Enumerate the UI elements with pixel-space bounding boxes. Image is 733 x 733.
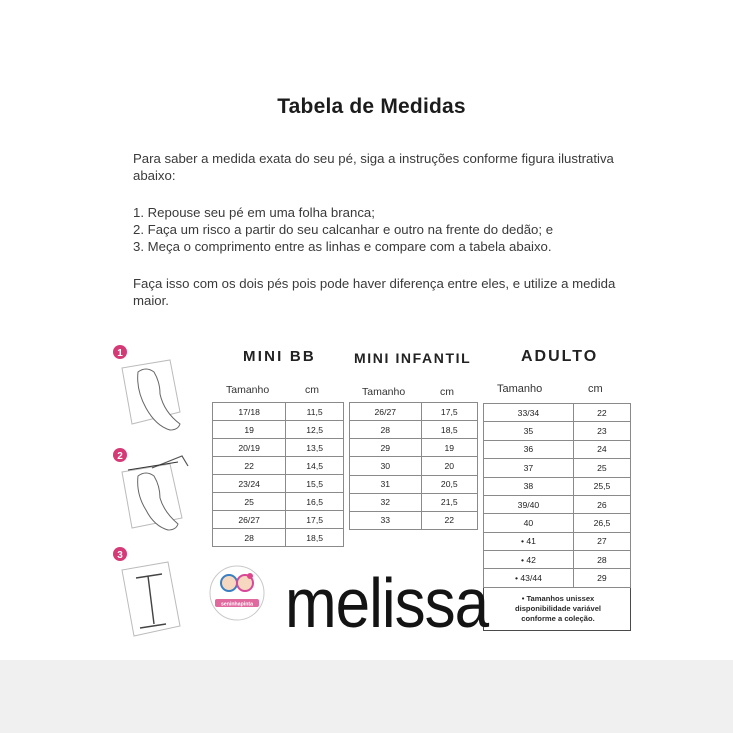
size-cell: 29: [350, 439, 422, 457]
bow-icon: [247, 573, 253, 579]
table-row: [484, 569, 631, 587]
cm-cell: 28: [573, 551, 630, 569]
footnote-line: • Tamanhos unissex: [521, 594, 595, 603]
cm-cell: 20,5: [421, 475, 477, 493]
cm-cell: 25: [573, 459, 630, 477]
table-row: [484, 551, 631, 569]
adulto-header-size: Tamanho: [497, 383, 543, 395]
cm-cell: 20: [421, 457, 477, 475]
cm-cell: 15,5: [286, 475, 344, 493]
foot-measuring-illustration: [108, 340, 213, 640]
adulto-title: ADULTO: [521, 348, 599, 365]
size-cell: 33: [350, 511, 422, 529]
table-row: [484, 404, 631, 422]
size-cell: 31: [350, 475, 422, 493]
table-row: [484, 532, 631, 550]
step-item: 2. Faça um risco a partir do seu calcanhar e outro na frente do dedão; e: [133, 222, 554, 237]
table-row: [350, 439, 478, 457]
step-2-illustration: [113, 448, 188, 530]
mini-bb-table: [212, 402, 344, 547]
cm-cell: 17,5: [421, 403, 477, 421]
size-cell: 22: [213, 457, 286, 475]
table-row: [484, 495, 631, 513]
intro-line: Para saber a medida exata do seu pé, siga a instruções conforme figura ilustrativa: [133, 151, 614, 166]
step-item: 1. Repouse seu pé em uma folha branca;: [133, 205, 375, 220]
table-row: [213, 493, 344, 511]
table-row: [350, 403, 478, 421]
advice-paragraph: [133, 275, 616, 309]
boy-face-icon: [221, 575, 237, 591]
size-cell: 33/34: [484, 404, 574, 422]
mini-bb-rows: [213, 403, 344, 547]
mini-infantil-rows: [350, 403, 478, 530]
size-cell: 39/40: [484, 495, 574, 513]
advice-line: Faça isso com os dois pés pois pode haver diferença entre eles, e utilize a medida: [133, 276, 616, 291]
store-badge-logo: [209, 565, 265, 621]
table-row: [350, 493, 478, 511]
size-cell: • 42: [484, 551, 574, 569]
melissa-logo: melissa: [285, 565, 489, 643]
cm-cell: 24: [573, 440, 630, 458]
cm-cell: 23: [573, 422, 630, 440]
table-row: [213, 421, 344, 439]
cm-cell: 27: [573, 532, 630, 550]
table-row: [484, 514, 631, 532]
footnote-line: disponibilidade variável: [514, 604, 602, 613]
cm-cell: 22: [421, 511, 477, 529]
size-cell: 30: [350, 457, 422, 475]
cm-cell: 19: [421, 439, 477, 457]
mini-infantil-title: MINI INFANTIL: [354, 350, 472, 366]
size-cell: 37: [484, 459, 574, 477]
cm-cell: 26,5: [573, 514, 630, 532]
table-row: [213, 457, 344, 475]
adulto-footnote: [486, 594, 630, 624]
cm-cell: 29: [573, 569, 630, 587]
size-cell: 28: [350, 421, 422, 439]
intro-line: abaixo:: [133, 168, 176, 183]
table-row: [350, 511, 478, 529]
cm-cell: 13,5: [286, 439, 344, 457]
table-row: [350, 475, 478, 493]
step-item: 3. Meça o comprimento entre as linhas e compare com a tabela abaixo.: [133, 239, 552, 254]
cm-cell: 12,5: [286, 421, 344, 439]
step-1-illustration: [113, 345, 180, 430]
mini-infantil-table: [349, 402, 478, 530]
table-row: [484, 459, 631, 477]
cm-cell: 26: [573, 495, 630, 513]
size-cell: 40: [484, 514, 574, 532]
footnote-line: conforme a coleção.: [521, 614, 595, 623]
table-row: [213, 439, 344, 457]
cm-cell: 18,5: [421, 421, 477, 439]
bottom-band: [0, 660, 733, 733]
step-3-number: 3: [117, 550, 123, 561]
size-cell: 28: [213, 529, 286, 547]
adulto-header-cm: cm: [588, 383, 603, 395]
step-1-number: 1: [117, 348, 123, 359]
steps-list: [133, 204, 613, 255]
size-cell: 26/27: [213, 511, 286, 529]
page-title: Tabela de Medidas: [277, 95, 466, 118]
mini-infantil-header-cm: cm: [440, 386, 454, 398]
mini-bb-title: MINI BB: [243, 348, 316, 365]
size-cell: 23/24: [213, 475, 286, 493]
table-row: [213, 475, 344, 493]
size-cell: • 43/44: [484, 569, 574, 587]
size-cell: 35: [484, 422, 574, 440]
size-cell: 38: [484, 477, 574, 495]
badge-circle: [210, 566, 264, 620]
size-cell: 19: [213, 421, 286, 439]
size-cell: 20/19: [213, 439, 286, 457]
size-cell: 17/18: [213, 403, 286, 421]
intro-paragraph: [133, 150, 613, 184]
cm-cell: 25,5: [573, 477, 630, 495]
cm-cell: 11,5: [286, 403, 344, 421]
table-row: [484, 422, 631, 440]
size-cell: 26/27: [350, 403, 422, 421]
mini-bb-header-cm: cm: [305, 384, 319, 396]
table-row: [484, 477, 631, 495]
badge-text: seninhapinta: [221, 601, 253, 608]
size-cell: • 41: [484, 532, 574, 550]
mini-bb-header-size: Tamanho: [226, 384, 270, 396]
size-cell: 36: [484, 440, 574, 458]
cm-cell: 17,5: [286, 511, 344, 529]
table-row: [213, 403, 344, 421]
cm-cell: 22: [573, 404, 630, 422]
table-row: [213, 511, 344, 529]
cm-cell: 21,5: [421, 493, 477, 511]
size-cell: 32: [350, 493, 422, 511]
size-cell: 25: [213, 493, 286, 511]
table-row: [350, 457, 478, 475]
cm-cell: 16,5: [286, 493, 344, 511]
step-2-number: 2: [117, 451, 123, 462]
step-3-illustration: [113, 547, 180, 636]
advice-line: maior.: [133, 293, 169, 308]
table-row: [213, 529, 344, 547]
cm-cell: 18,5: [286, 529, 344, 547]
cm-cell: 14,5: [286, 457, 344, 475]
table-row: [484, 440, 631, 458]
mini-infantil-header-size: Tamanho: [362, 386, 406, 398]
table-row: [350, 421, 478, 439]
